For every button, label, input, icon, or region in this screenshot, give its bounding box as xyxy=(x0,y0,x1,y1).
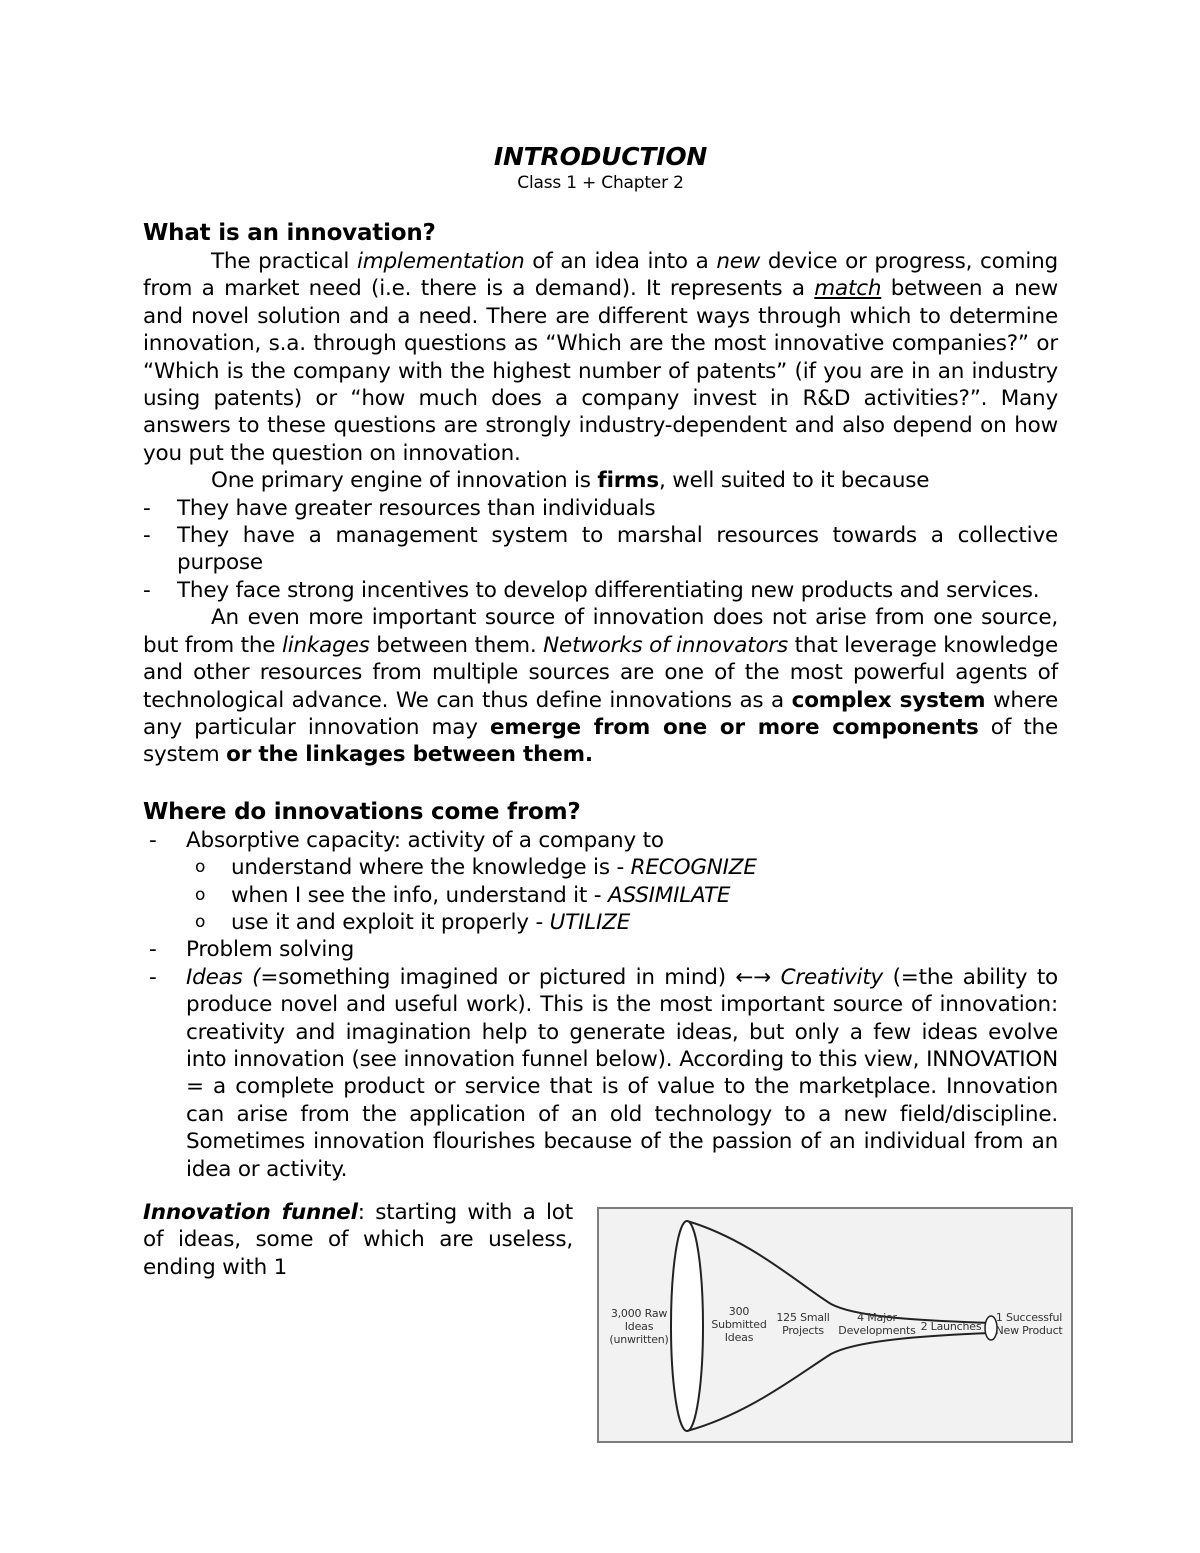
list-item: o use it and exploit it properly - UTILIZE xyxy=(143,909,1058,936)
funnel-caption: Innovation funnel: starting with a lot of ideas, some of which are useless, ending with 1 xyxy=(143,1200,573,1280)
document-body xyxy=(143,142,1063,1459)
stage-label: (unwritten) xyxy=(609,1333,669,1346)
stage-label: Developments xyxy=(838,1324,916,1337)
stage-label: 4 Major xyxy=(857,1311,897,1324)
innovation-funnel-figure xyxy=(597,1207,1073,1443)
list-item: - They have a management system to marshal resources towards a collective purpose xyxy=(143,522,1058,577)
funnel-mouth xyxy=(671,1221,703,1431)
list-item: - Problem solving xyxy=(143,936,1058,963)
firms-bullet-list xyxy=(143,495,1058,605)
spacer xyxy=(143,769,1058,797)
list-item: - Ideas (=something imagined or pictured in mind) ←→ Creativity (=the ability to produce novel and useful work). This is the most important source of innovation: creativity and imagination help to generate ideas, but only a few ideas evolve into innovation (see innovation funnel below). According to this view, INNOVATION = a complete product or service that is of value to the marketplace. Innovation can arise from the application of an old technology to a new field/discipline. Sometimes innovation flourishes because of the passion of an individual from an idea or activity. xyxy=(143,964,1058,1183)
stage-label: 300 xyxy=(728,1305,750,1318)
list-item: o understand where the knowledge is - RECOGNIZE xyxy=(143,854,1058,881)
stage-label: 125 Small xyxy=(776,1311,830,1324)
section-heading-what: What is an innovation? xyxy=(143,220,436,246)
stage-label: 3,000 Raw xyxy=(610,1307,668,1320)
firms-paragraph: One primary engine of innovation is firms, well suited to it because xyxy=(211,468,930,494)
stage-label: Projects xyxy=(782,1324,824,1337)
stage-label: 2 Launches xyxy=(920,1320,982,1333)
stage-label: Submitted xyxy=(711,1318,767,1331)
section-heading-where: Where do innovations come from? xyxy=(143,798,581,825)
definition-paragraph: The practical implementation of an idea into a new device or progress, coming from a market need (i.e. there is a demand). It represents a match between a new and novel solution and a need. There are different ways through which to determine innovation, s.a. through questions as “Which are the most innovative companies?” or “Which is the company with the highest number of patents” (if you are in an industry using patents) or “how much does a company invest in R&D activities?”. Many answers to these questions are strongly industry-dependent and also depend on how you put the question on innovation. xyxy=(143,249,1058,466)
page-subtitle: Class 1 + Chapter 2 xyxy=(517,173,684,193)
page-title: INTRODUCTION xyxy=(493,142,708,171)
list-item: - They face strong incentives to develop differentiating new products and services. xyxy=(143,577,1058,604)
absorptive-sublist xyxy=(143,854,1058,936)
stage-label: Ideas xyxy=(724,1331,754,1344)
funnel-diagram xyxy=(599,1209,1071,1441)
list-item: o when I see the info, understand it - ASSIMILATE xyxy=(143,882,1058,909)
sources-list xyxy=(143,827,1058,1183)
stage-label: New Product xyxy=(995,1324,1063,1337)
funnel-section xyxy=(143,1199,1063,1459)
list-item: - Absorptive capacity: activity of a company to o understand where the knowledge is - RECOGNIZE o when I see the info, understand it - ASSIMILATE o use it and exploit it properly - UTILIZE xyxy=(143,827,1058,937)
list-item: - They have greater resources than individuals xyxy=(143,495,1058,522)
linkages-paragraph: An even more important source of innovation does not arise from one source, but from the linkages between them. Networks of innovators that leverage knowledge and other resources from multiple sources are one of the most powerful agents of technological advance. We can thus define innovations as a complex system where any particular innovation may emerge from one or more components of the system or the linkages between them. xyxy=(143,605,1059,768)
stage-label: Ideas xyxy=(624,1320,654,1333)
stage-label: 1 Successful xyxy=(995,1311,1063,1324)
